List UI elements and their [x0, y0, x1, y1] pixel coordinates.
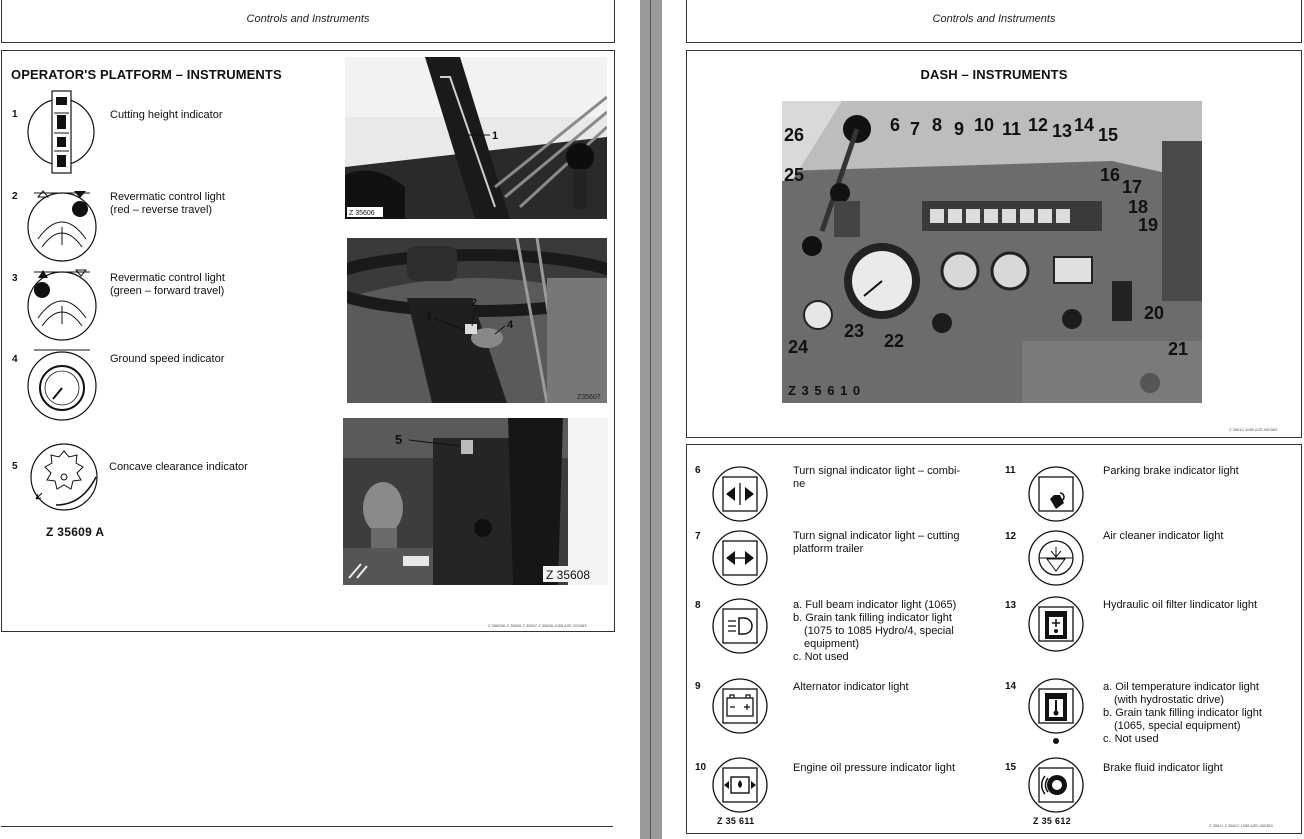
item-label: Brake fluid indicator light [1103, 762, 1223, 774]
figure-code: Z 35 611 [717, 816, 755, 826]
footer-reference: Z 35609A-Z 35606 Z 35607 Z 35608-1065 AZE 200583 [488, 623, 587, 628]
photo-callout: 19 [1138, 215, 1159, 235]
item-number: 4 [12, 354, 18, 365]
item-label: a. Oil temperature indicator light (with hydrostatic drive) b. Grain tank filling indicator light (1065, special equipment) c. Not used [1103, 681, 1262, 745]
full-beam-icon [711, 597, 769, 655]
photo-reference: Z 35610-1065 AZE-080383 [1229, 427, 1278, 432]
item-number: 5 [12, 461, 18, 472]
photo-callout: 21 [1168, 339, 1189, 359]
photo-callout: 22 [884, 331, 905, 351]
item-number: 6 [695, 465, 701, 476]
photo-callout: 13 [1052, 121, 1073, 141]
item-number: 9 [695, 681, 701, 692]
photo-callout: 8 [932, 115, 943, 135]
item-label: Revermatic control light (red – reverse travel) [110, 191, 225, 216]
dash-instruments-panel [686, 50, 1302, 438]
left-page [0, 0, 640, 839]
section-title: DASH – INSTRUMENTS [920, 67, 1068, 82]
footer-reference: Z 35611 Z 35612-1065 AZE-080383 [1209, 823, 1273, 828]
bottom-rule [1, 826, 613, 827]
item-number: 10 [695, 762, 707, 773]
operator-platform-panel [1, 50, 615, 632]
photo-callout: 23 [844, 321, 865, 341]
photo-callout: 5 [395, 432, 403, 447]
concave-clearance-icon [26, 441, 106, 517]
photo-callout: 9 [954, 119, 965, 139]
photo-callout: 10 [974, 115, 995, 135]
item-label: Concave clearance indicator [109, 461, 248, 473]
item-number: 11 [1005, 465, 1016, 476]
photo-callout: 4 [507, 319, 514, 331]
turn-signal-combine-icon [711, 465, 769, 523]
item-number: 7 [695, 531, 701, 542]
photo-caption: Z 35608 [546, 568, 591, 582]
item-number: 2 [12, 191, 18, 202]
right-page [662, 0, 1304, 839]
photo-callout: 12 [1028, 115, 1049, 135]
indicator-lights-panel [686, 444, 1302, 834]
oil-temperature-icon [1027, 677, 1085, 749]
photo-callout: 3 [425, 311, 432, 323]
running-head-right [686, 0, 1302, 43]
item-label: Cutting height indicator [110, 109, 223, 121]
item-number: 14 [1005, 681, 1017, 692]
turn-signal-trailer-icon [711, 529, 769, 587]
photo-callout: 7 [910, 119, 921, 139]
revermatic-green-light-icon [26, 266, 98, 342]
item-number: 3 [12, 273, 18, 284]
photo-callout: 2 [471, 297, 478, 309]
photo-callout: 16 [1100, 165, 1121, 185]
photo-revermatic-switch [347, 238, 607, 403]
photo-callout: 26 [784, 125, 805, 145]
ground-speed-gauge-icon [26, 344, 98, 424]
photo-steering-column [345, 57, 607, 219]
photo-caption: Z 35606 [349, 210, 375, 217]
alternator-battery-icon [711, 677, 769, 735]
photo-concave-lever [343, 418, 608, 585]
item-label: Air cleaner indicator light [1103, 530, 1224, 542]
photo-callout: 24 [788, 337, 809, 357]
photo-callout: 18 [1128, 197, 1149, 217]
item-number: 1 [12, 109, 18, 120]
photo-callout: 17 [1122, 177, 1143, 197]
photo-callout: 15 [1098, 125, 1119, 145]
figure-code: Z 35 612 [1033, 816, 1071, 826]
photo-callout: 25 [784, 165, 805, 185]
item-label: Ground speed indicator [110, 353, 225, 365]
photo-dash [782, 101, 1202, 403]
item-label: Revermatic control light (green – forward travel) [110, 272, 225, 297]
page-gutter [640, 0, 662, 839]
hydraulic-filter-icon [1027, 595, 1085, 653]
item-label: Hydraulic oil filter lindicator light [1103, 599, 1258, 611]
oil-pressure-icon [711, 756, 769, 814]
running-head-text: Controls and Instruments [246, 13, 370, 25]
section-title: OPERATOR'S PLATFORM – INSTRUMENTS [11, 67, 282, 82]
item-number: 15 [1005, 762, 1017, 773]
item-number: 12 [1005, 531, 1017, 542]
photo-callout: 11 [1002, 119, 1022, 139]
figure-code: Z 35609 A [46, 525, 105, 539]
photo-callout: 14 [1074, 115, 1095, 135]
photo-caption: Z35607 [577, 394, 601, 401]
item-label: Engine oil pressure indicator light [793, 762, 956, 774]
item-label: Alternator indicator light [793, 681, 909, 693]
revermatic-red-light-icon [26, 187, 98, 263]
photo-caption: Z 3 5 6 1 0 [788, 383, 862, 398]
item-number: 13 [1005, 600, 1017, 611]
brake-fluid-icon [1027, 756, 1085, 814]
item-label: Parking brake indicator light [1103, 465, 1239, 477]
item-label: Turn signal indicator light – combi- ne [793, 465, 961, 490]
cutting-height-gauge-icon [26, 89, 96, 175]
running-head-left [1, 0, 615, 43]
item-label: Turn signal indicator light – cutting platform trailer [793, 530, 960, 555]
photo-callout: 6 [890, 115, 901, 135]
photo-callout: 20 [1144, 303, 1165, 323]
running-head-text: Controls and Instruments [932, 13, 1056, 25]
parking-brake-icon [1027, 465, 1085, 523]
item-number: 8 [695, 600, 701, 611]
air-cleaner-icon [1027, 529, 1085, 587]
item-label: a. Full beam indicator light (1065) b. Grain tank filling indicator light (1075 to 1085 Hydro/4, special equipment) c. Not used [793, 599, 957, 663]
photo-callout: 1 [492, 130, 499, 142]
